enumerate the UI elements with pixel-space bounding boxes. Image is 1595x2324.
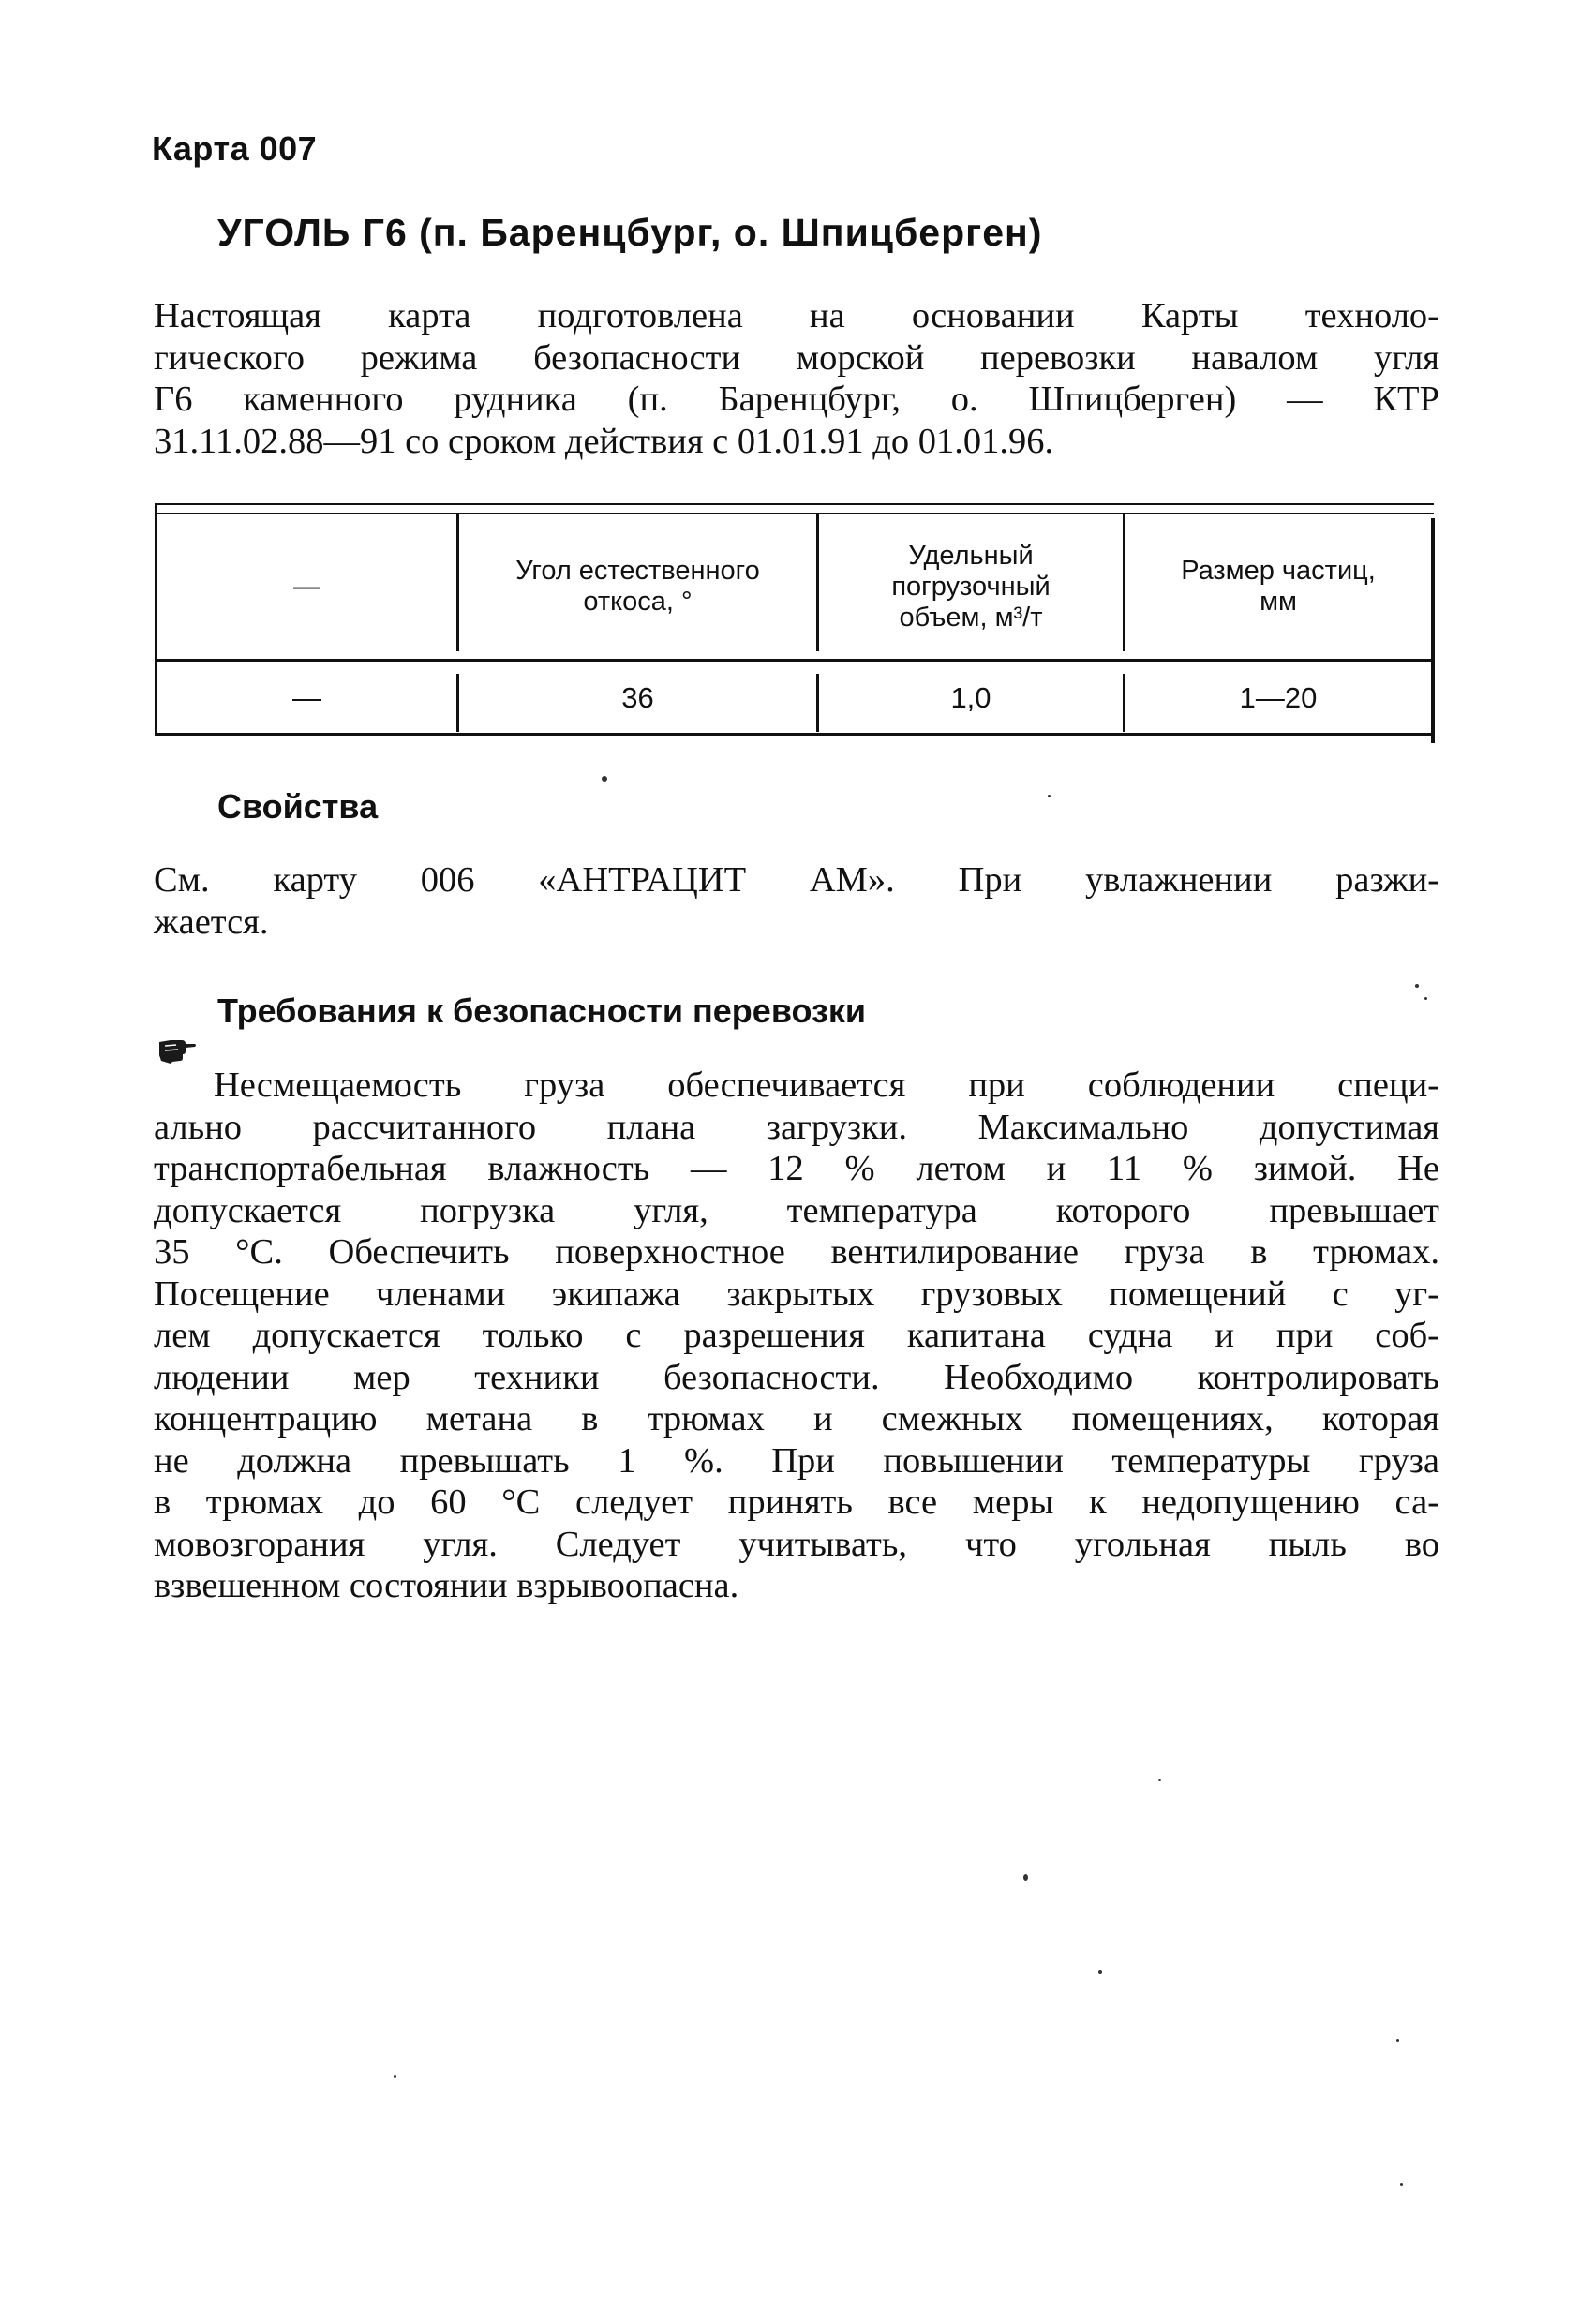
cell-text: 36 <box>621 680 654 714</box>
cell-text: 1,0 <box>950 680 991 714</box>
properties-heading: Свойства <box>217 787 379 826</box>
table-cell <box>819 662 1123 733</box>
map-number: Карта 007 <box>152 129 318 168</box>
pointing-hand-icon <box>157 1036 197 1065</box>
table-header-cell <box>459 514 816 659</box>
scan-speck <box>1023 1874 1028 1881</box>
scan-speck <box>1396 2039 1399 2042</box>
requirements-line: лем допускается только с разрешения капитана судна и при соб- <box>154 1316 1439 1355</box>
requirements-line: транспортабельная влажность — 12 % летом и 11 % зимой. Не <box>154 1149 1439 1188</box>
cell-text: 1—20 <box>1239 680 1318 714</box>
requirements-line: концентрацию метана в трюмах и смежных помещениях, которая <box>154 1399 1439 1438</box>
requirements-line: 35 °С. Обеспечить поверхностное вентилирование груза в трюмах. <box>154 1232 1439 1272</box>
intro-paragraph <box>154 295 1439 462</box>
header-cell-text: — <box>293 571 320 602</box>
requirements-line: ально рассчитанного плана загрузки. Максимально допустимая <box>154 1107 1439 1147</box>
table-header-cell <box>157 514 456 659</box>
intro-line: гического режима безопасности морской перевозки навалом угля <box>154 337 1439 378</box>
properties-line: жается. <box>154 901 269 942</box>
scan-speck <box>602 776 607 782</box>
requirements-line: мовозгорания угля. Следует учитывать, что угольная пыль во <box>154 1524 1439 1564</box>
requirements-paragraph <box>154 1065 1439 1607</box>
properties-paragraph <box>154 859 1439 943</box>
requirements-line: не должна превышать 1 %. При повышении температуры груза <box>154 1440 1439 1481</box>
scan-speck <box>1400 2183 1403 2186</box>
header-cell-text: Удельный погрузочный объем, м³/т <box>891 540 1051 633</box>
table-cell <box>157 662 456 733</box>
table-top-rule <box>155 503 1434 505</box>
header-cell-text: Угол естественного откоса, ° <box>515 556 760 617</box>
requirements-line: взвешенном состоянии взрывоопасна. <box>154 1566 739 1605</box>
scan-speck <box>1158 1779 1161 1781</box>
intro-line: 31.11.02.88—91 со сроком действия с 01.01.91 до 01.01.96. <box>154 421 1054 461</box>
table-header-cell <box>819 514 1123 659</box>
header-cell-text: Размер частиц, мм <box>1181 556 1376 617</box>
requirements-line: Несмещаемость груза обеспечивается при соблюдении специ- <box>214 1065 1439 1105</box>
scan-speck <box>1424 997 1427 1000</box>
intro-line: Настоящая карта подготовлена на основании Карты техноло- <box>154 296 1439 335</box>
scan-speck <box>394 2075 396 2078</box>
table-right-border <box>1431 518 1435 743</box>
requirements-line: в трюмах до 60 °С следует принять все меры к недопущению са- <box>154 1482 1439 1522</box>
requirements-heading: Требования к безопасности перевозки <box>217 991 867 1030</box>
table-bottom-rule <box>155 733 1434 736</box>
table-cell <box>459 662 816 733</box>
scan-speck <box>1098 1970 1102 1974</box>
intro-line: Г6 каменного рудника (п. Баренцбург, о. Шпицберген) — КТР <box>154 380 1439 419</box>
requirements-line: допускается погрузка угля, температура которого превышает <box>154 1190 1439 1230</box>
table-header-cell <box>1125 514 1431 659</box>
page-title: УГОЛЬ Г6 (п. Баренцбург, о. Шпицберген) <box>217 211 1043 254</box>
cell-text: — <box>292 680 321 714</box>
table-cell <box>1125 662 1431 733</box>
cargo-parameters-table <box>155 503 1434 737</box>
requirements-line: Посещение членами экипажа закрытых грузовых помещений с уг- <box>154 1274 1439 1314</box>
scan-speck <box>1048 795 1051 797</box>
scan-speck <box>1415 984 1419 988</box>
properties-line: См. карту 006 «АНТРАЦИТ АМ». При увлажнении разжи- <box>154 860 1439 900</box>
requirements-line: людении мер техники безопасности. Необходимо контролировать <box>154 1357 1439 1397</box>
